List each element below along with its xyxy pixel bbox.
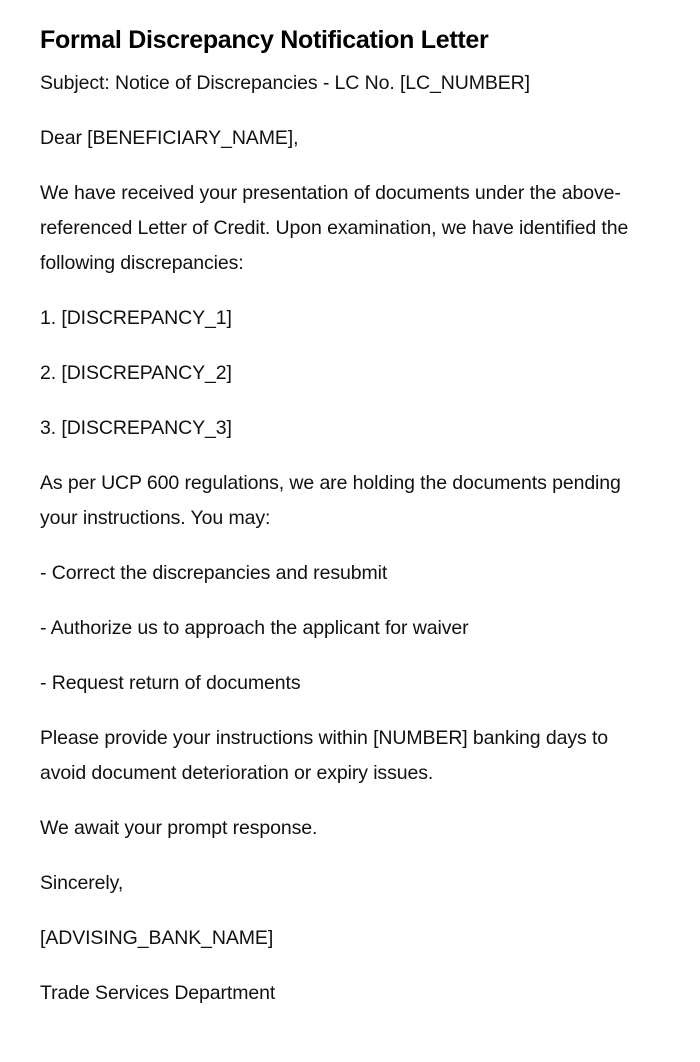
holding-statement: As per UCP 600 regulations, we are holding the documents pending your instructions. You may: [40,472,621,529]
deadline-paragraph: Please provide your instructions within [NUMBER] banking days to avoid document deterioration or expiry issues. [40,727,609,784]
option-item: - Authorize us to approach the applicant for waiver [40,617,469,639]
bank-name: [ADVISING_BANK_NAME] [40,927,274,949]
sign-off: Sincerely, [40,872,124,894]
discrepancy-item: 2. [DISCREPANCY_2] [40,362,232,384]
subject-line: Subject: Notice of Discrepancies - LC No. [LC_NUMBER] [40,72,530,94]
department-name: Trade Services Department [40,982,276,1004]
salutation: Dear [BENEFICIARY_NAME], [40,127,299,149]
letter-title: Formal Discrepancy Notification Letter [40,26,489,54]
closing-line: We await your prompt response. [40,817,318,839]
option-item: - Correct the discrepancies and resubmit [40,562,388,584]
option-item: - Request return of documents [40,672,301,694]
discrepancy-item: 3. [DISCREPANCY_3] [40,417,232,439]
intro-paragraph: We have received your presentation of documents under the above-referenced Letter of Credit. Upon examination, we have identified the following discrepancies: [40,182,629,274]
discrepancy-item: 1. [DISCREPANCY_1] [40,307,232,329]
